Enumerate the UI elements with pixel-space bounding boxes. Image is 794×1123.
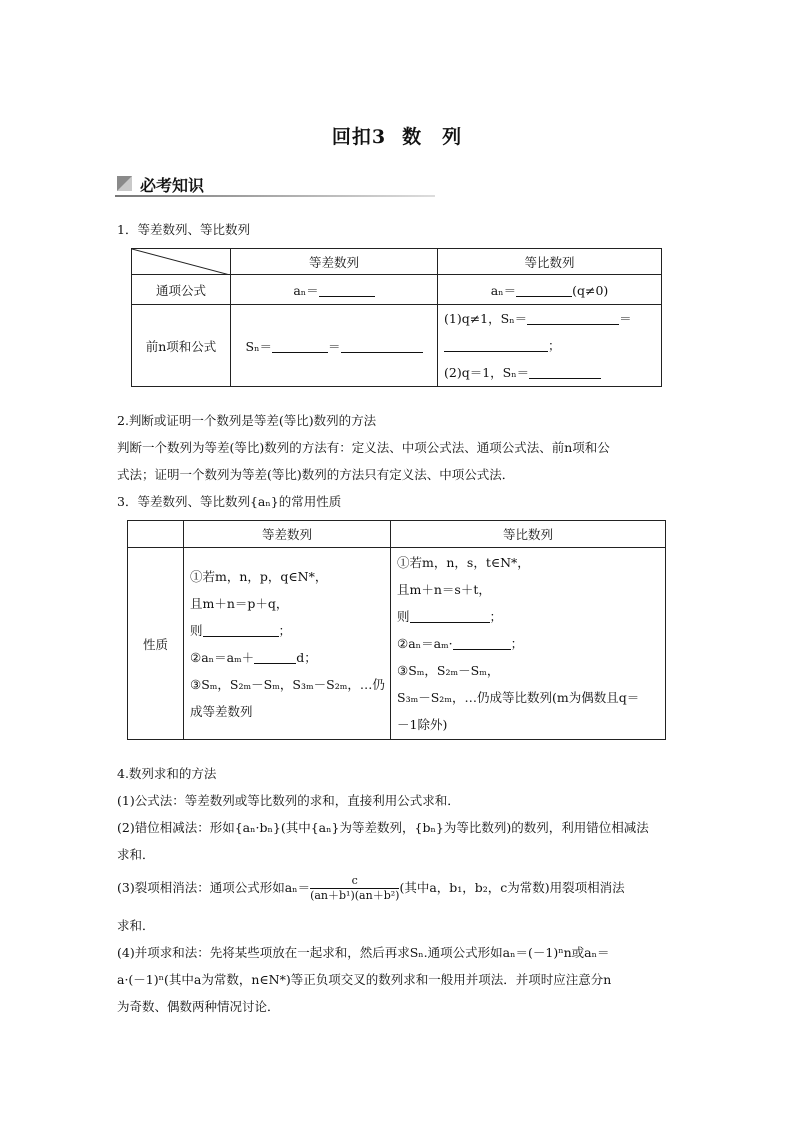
arith-prop-line5: ③Sₘ，S₂ₘ－Sₘ，S₃ₘ－S₂ₘ，…仍 [190,676,385,692]
section-rule [115,195,435,197]
geo-sum-case2-line [444,359,661,386]
title-sub: 数 列 [402,126,463,148]
geo-prop-line5: ③Sₘ，S₂ₘ－Sₘ， [397,663,500,678]
item4-p4-line3: 为奇数、偶数两种情况讨论． [117,999,280,1014]
geo-sum-case1-line [444,305,661,332]
row-property-label: 性质 [128,548,184,740]
item4-p3-line2: 求和． [117,918,155,933]
geo-general-term-cell [438,275,662,305]
blank [254,651,296,664]
geo-property-cell [391,548,666,740]
geo-sum-case1-end: ； [548,338,561,353]
item2-line2: 式法；证明一个数列为等差(等比)数列的方法只有定义法、中项公式法． [117,467,515,482]
item4-p1: (1)公式法：等差数列或等比数列的求和，直接利用公式求和． [117,793,460,808]
fraction-numerator: c [310,874,399,889]
geo-sum-cell [438,305,662,387]
geo-an-cond: (q≠0) [572,282,609,298]
item4-p4-line2: a·(－1)ⁿ(其中a为常数，n∈N*)等正负项交叉的数列求和一般用并项法．并项时应注意分n [117,972,612,987]
fraction [310,874,399,903]
item4-heading: 4.数列求和的方法 [117,766,217,781]
blank [527,312,619,325]
arith-prop-line3-end: ； [278,622,292,638]
section-marker-icon [117,176,132,191]
geo-an: aₙ＝ [490,282,517,298]
header2-geometric: 等比数列 [391,521,666,548]
geo-prop-line4-end: ； [510,636,524,651]
item4-p4-line1: (4)并项求和法：先将某些项放在一起求和，然后再求Sₙ.通项公式形如aₙ＝(－1)ⁿn或aₙ＝ [117,945,610,960]
arith-prop-line6: 成等差数列 [190,703,253,719]
blank-header-cell [128,521,184,548]
arith-prop-line4-wrap [190,644,390,671]
arith-sn-eq: ＝ [327,338,341,354]
blank [453,637,511,650]
geo-prop-line1: ①若m，n，s，t∈N*， [397,555,530,570]
blank [319,284,375,297]
geo-prop-line3-wrap [397,603,665,630]
arith-prop-line2: 且m＋n＝p＋q， [190,595,289,611]
geo-prop-line6: S₃ₘ－S₂ₘ，…仍成等比数列(m为偶数且q＝ [397,690,640,705]
page-title [0,122,794,149]
geo-prop-line4-wrap [397,630,665,657]
arith-sum-cell [231,305,438,387]
geo-sum-case1-eq: ＝ [619,311,632,326]
item1-heading: 1．等差数列、等比数列 [117,222,250,237]
blank [410,610,490,623]
arith-sn: Sₙ＝ [245,338,272,354]
row-sum-label: 前n项和公式 [132,305,231,387]
section-label: 必考知识 [140,176,205,195]
blank [272,340,328,353]
blank [444,339,548,352]
header2-arithmetic: 等差数列 [184,521,391,548]
geo-prop-line2: 且m＋n＝s＋t， [397,582,491,597]
header-arithmetic: 等差数列 [231,249,438,275]
item2-heading: 2.判断或证明一个数列是等差(等比)数列的方法 [117,413,377,428]
geo-sum-case1: (1)q≠1，Sₙ＝ [444,311,528,326]
arith-prop-line1: ①若m，n，p，q∈N*， [190,568,328,584]
arith-property-cell [184,548,391,740]
row-general-term-label: 通项公式 [132,275,231,305]
formula-table [131,248,662,387]
item4-p3-post: (其中a，b₁，b₂，c为常数)用裂项相消法 [399,880,625,895]
geo-sum-case2: (2)q＝1，Sₙ＝ [444,365,530,380]
diagonal-line [132,249,230,275]
blank [529,366,601,379]
diagonal-header-cell [132,249,231,275]
geo-prop-line4: ②aₙ＝aₘ· [397,636,453,651]
arith-prop-line3: 则 [190,622,203,638]
geo-sum-case1b-line [444,332,661,359]
arith-prop-line3-wrap [190,617,390,644]
geo-prop-line3-end: ； [489,609,503,624]
item3-heading: 3．等差数列、等比数列{aₙ}的常用性质 [117,494,342,509]
item4-p3-line1 [117,874,625,903]
arith-general-term-cell [231,275,438,305]
header-geometric: 等比数列 [438,249,662,275]
geo-prop-line3: 则 [397,609,410,624]
arith-an: aₙ＝ [293,282,319,298]
item2-line1: 判断一个数列为等差(等比)数列的方法有：定义法、中项公式法、通项公式法、前n项和公 [117,440,610,455]
blank [203,624,279,637]
arith-prop-line4-end: d； [296,649,317,665]
item4-p2-line2: 求和． [117,847,155,862]
fraction-denominator: (an＋b¹)(an＋b²) [310,889,400,902]
section-header [115,170,435,198]
arith-prop-line4: ②aₙ＝aₘ＋ [190,649,255,665]
item4-p2-line1: (2)错位相减法：形如{aₙ·bₙ}(其中{aₙ}为等差数列，{bₙ}为等比数列)的数列，利用错位相减法 [117,820,649,835]
geo-prop-line7: －1除外) [397,717,448,732]
title-main: 回扣3 [331,126,387,148]
blank [341,340,423,353]
item4-p3-pre: (3)裂项相消法：通项公式形如aₙ＝ [117,880,311,895]
property-table [127,520,666,740]
blank [516,284,572,297]
